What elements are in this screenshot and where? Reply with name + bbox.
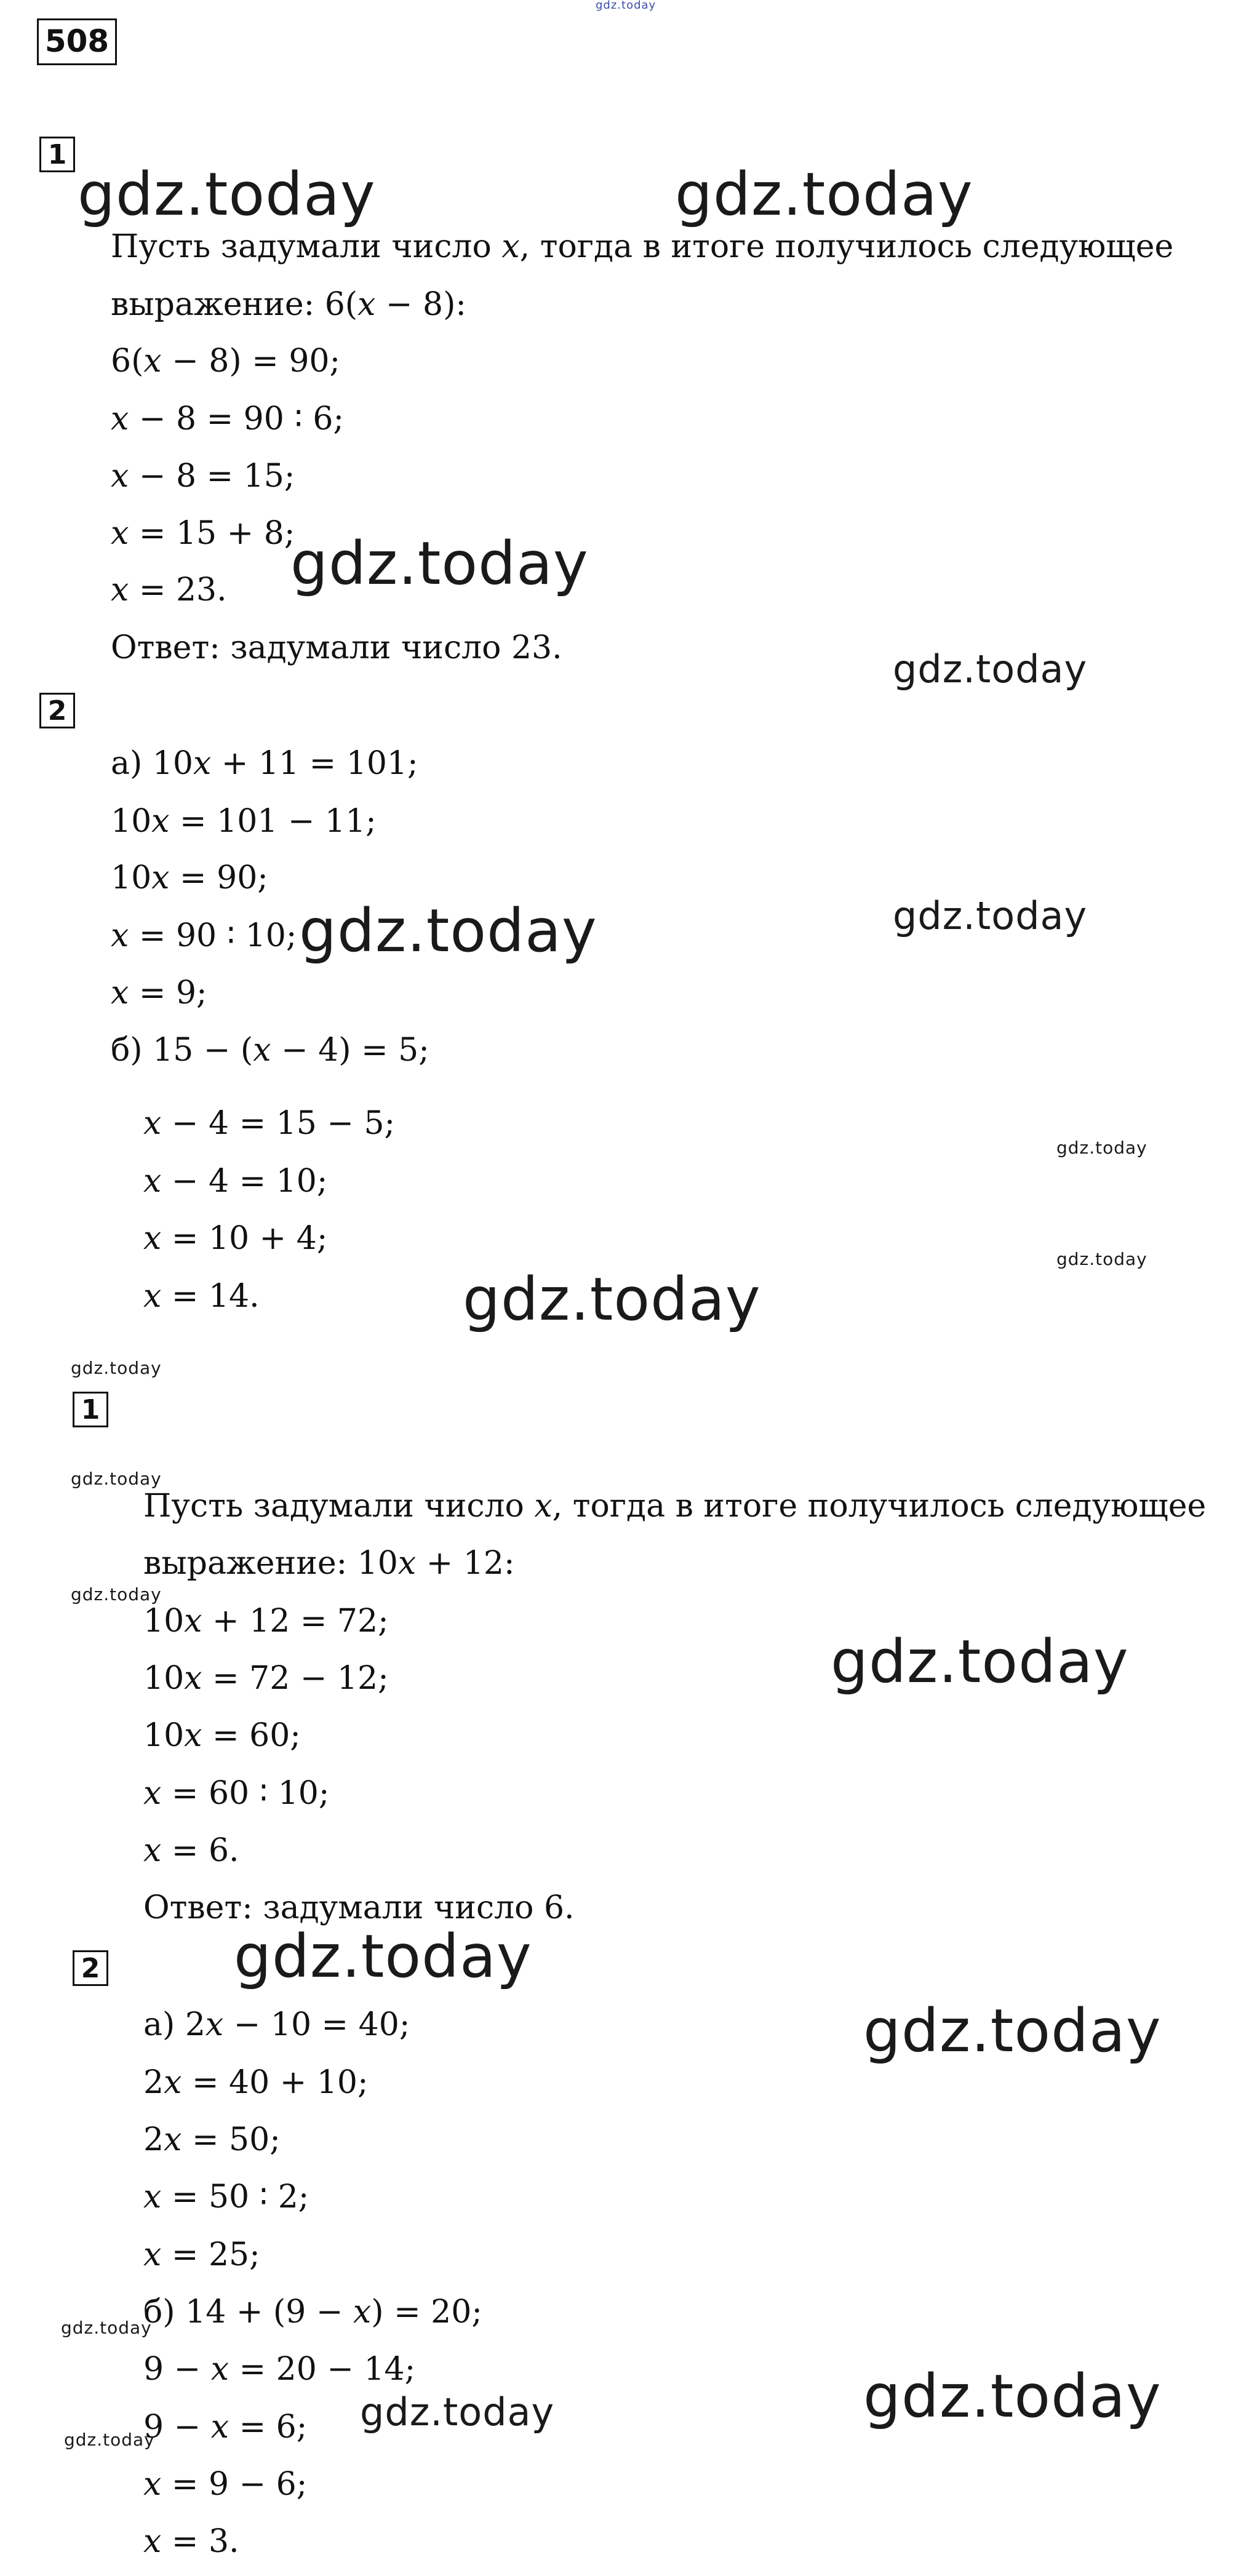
v1-task2-line: 𝑥 = 90 ∶ 10; (111, 917, 297, 954)
v1-task1-line: 𝑥 − 8 = 90 ∶ 6; (111, 401, 345, 437)
v2-task2-line: 𝑥 = 9 − 6; (143, 2466, 308, 2503)
v2-task2-line: 𝑥 = 25; (143, 2236, 260, 2273)
v2-task2-line: 9 − 𝑥 = 20 − 14; (143, 2351, 416, 2388)
v2-task2-line: 𝑥 = 3. (143, 2523, 239, 2560)
watermark: gdz.today (1056, 1138, 1147, 1158)
problem-number: 508 (37, 18, 117, 65)
v2-task1-line: Ответ: задумали число 6. (143, 1889, 575, 1926)
watermark: gdz.today (863, 1996, 1162, 2065)
task-number-v2-1: 1 (73, 1392, 108, 1427)
v2-task2-line: 9 − 𝑥 = 6; (143, 2409, 308, 2446)
task-number-v1-2: 2 (39, 693, 75, 728)
v2-task1-line: 10𝑥 = 60; (143, 1717, 301, 1754)
v1-task2-line: 10𝑥 = 101 − 11; (111, 803, 377, 840)
v2-task1-line: 10𝑥 = 72 − 12; (143, 1660, 389, 1697)
watermark: gdz.today (290, 529, 589, 598)
v2-task1-line: выражение: 10𝑥 + 12: (143, 1545, 515, 1582)
v2-task1-line: 𝑥 = 6. (143, 1832, 239, 1869)
v2-task2-line: а) 2𝑥 − 10 = 40; (143, 2006, 410, 2043)
v1-task1-line: 𝑥 − 8 = 15; (111, 458, 295, 495)
v1-task1-line: 𝑥 = 23. (111, 572, 227, 608)
watermark: gdz.today (831, 1627, 1129, 1696)
watermark: gdz.today (64, 2430, 155, 2450)
task-number-v1-1: 1 (39, 137, 75, 172)
v1-task2-line: б) 15 − (𝑥 − 4) = 5; (111, 1032, 429, 1069)
watermark: gdz.today (596, 0, 656, 12)
v1-task1-line: 6(𝑥 − 8) = 90; (111, 343, 341, 380)
watermark: gdz.today (78, 160, 376, 229)
watermark: gdz.today (61, 2318, 152, 2338)
watermark: gdz.today (360, 2390, 555, 2434)
v1-task1-line: выражение: 6(𝑥 − 8): (111, 286, 466, 323)
v1-task1-line: Ответ: задумали число 23. (111, 629, 562, 666)
v1-task2-line: 𝑥 − 4 = 10; (143, 1163, 328, 1200)
watermark: gdz.today (71, 1584, 162, 1605)
watermark: gdz.today (71, 1469, 162, 1489)
v1-task2-line: 𝑥 = 9; (111, 975, 207, 1011)
v1-task2-line: а) 10𝑥 + 11 = 101; (111, 745, 418, 782)
watermark: gdz.today (1056, 1249, 1147, 1269)
v1-task2-line: 10𝑥 = 90; (111, 859, 268, 896)
v2-task2-line: 2𝑥 = 40 + 10; (143, 2064, 369, 2101)
watermark: gdz.today (675, 160, 973, 229)
v2-task1-line: Пусть задумали число 𝑥, тогда в итоге получилось следующее (143, 1488, 1207, 1525)
watermark: gdz.today (893, 893, 1088, 938)
v2-task2-line: 𝑥 = 50 ∶ 2; (143, 2179, 309, 2215)
v2-task2-line: 2𝑥 = 50; (143, 2121, 281, 2158)
task-number-v2-2: 2 (73, 1950, 108, 1986)
v1-task2-line: 𝑥 = 14. (143, 1278, 260, 1315)
v1-task2-line: 𝑥 − 4 = 15 − 5; (143, 1105, 396, 1142)
v1-task1-line: 𝑥 = 15 + 8; (111, 515, 295, 552)
v2-task1-line: 𝑥 = 60 ∶ 10; (143, 1775, 330, 1812)
watermark: gdz.today (863, 2362, 1162, 2431)
v1-task1-line: Пусть задумали число 𝑥, тогда в итоге получилось следующее (111, 228, 1174, 265)
watermark: gdz.today (299, 896, 597, 965)
watermark: gdz.today (893, 647, 1088, 692)
v1-task2-line: 𝑥 = 10 + 4; (143, 1220, 328, 1257)
watermark: gdz.today (234, 1922, 532, 1991)
v2-task1-line: 10𝑥 + 12 = 72; (143, 1603, 389, 1640)
v2-task2-line: б) 14 + (9 − 𝑥) = 20; (143, 2294, 482, 2331)
watermark: gdz.today (463, 1265, 761, 1334)
watermark: gdz.today (71, 1358, 162, 1378)
